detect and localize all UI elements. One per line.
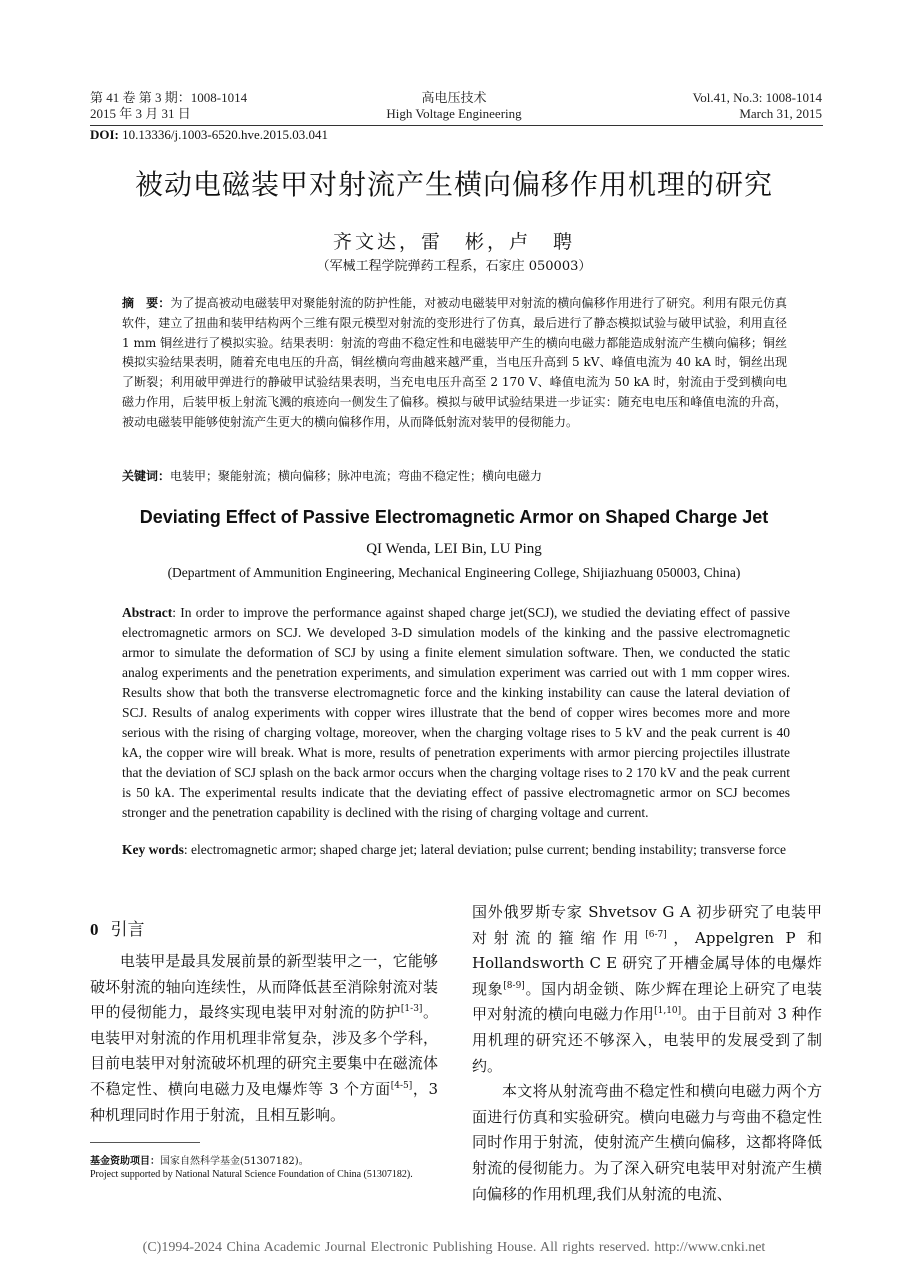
header-rule	[90, 125, 823, 126]
footnote-rule	[90, 1142, 200, 1143]
text-run: 电装甲是最具发展前景的新型装甲之一，它能够破坏射流的轴向连续性，从而降低甚至消除射流对装甲的侵彻能力，最终实现电装甲对射流的防护	[90, 952, 438, 1022]
section-number: 0	[90, 920, 99, 939]
keywords-en-label: Key words	[122, 842, 184, 857]
citation: [1,10]	[654, 1006, 682, 1017]
text-run: 国外俄罗斯专家 Shvetsov G A 初步研究了电装甲对射流的箍缩作用	[472, 903, 822, 947]
journal-name-en: High Voltage Engineering	[386, 106, 522, 121]
paper-title-cn: 被动电磁装甲对射流产生横向偏移作用机理的研究	[134, 168, 773, 201]
cnki-watermark: (C)1994-2024 China Academic Journal Electronic Publishing House. All rights reserved. http://www.cnki.net	[142, 1240, 766, 1255]
body-left-column	[90, 949, 438, 1128]
citation: [6-7]	[645, 929, 667, 940]
text-run: ，3 种机理同时作用于射流，且相互影响。	[90, 1079, 438, 1124]
paragraph	[90, 949, 438, 1128]
volume-issue: 第 41 卷 第 3 期：1008-1014	[90, 90, 248, 105]
text-run: 。由于目前对 3 种作用机理的研究还不够深入，电装甲的发展受到了制约。	[472, 1005, 822, 1075]
section-title: 引言	[110, 920, 145, 940]
header-right	[693, 90, 822, 122]
publish-date-cn: 2015 年 3 月 31 日	[90, 106, 191, 121]
doi-line	[90, 127, 328, 143]
footnote-cn	[90, 1156, 438, 1169]
volume-issue-en: Vol.41, No.3: 1008-1014	[692, 90, 822, 105]
text-run: ，Appelgren P 和 Hollandsworth C E 研究了开槽金属导体的电爆炸现象	[472, 928, 822, 998]
journal-name-cn: 高电压技术	[421, 90, 487, 105]
abstract-cn-label: 摘 要：	[122, 296, 171, 310]
doi-value: 10.13336/j.1003-6520.hve.2015.03.041	[118, 127, 328, 142]
keywords-en-text: electromagnetic armor; shaped charge jet; lateral deviation; pulse current; bending instability; transverse force	[191, 842, 787, 857]
footnote-en: Project supported by National Natural Science Foundation of China (51307182).	[90, 1168, 413, 1180]
section-heading	[90, 915, 145, 940]
citation: [8-9]	[503, 980, 525, 991]
paper-title-en: Deviating Effect of Passive Electromagnetic Armor on Shaped Charge Jet	[139, 507, 769, 527]
paragraph	[472, 900, 822, 1079]
keywords-cn-text: 电装甲；聚能射流；横向偏移；脉冲电流；弯曲不稳定性；横向电磁力	[170, 469, 543, 483]
footnote-cn-text: 国家自然科学基金(51307182)。	[160, 1156, 309, 1167]
footnote	[90, 1156, 438, 1181]
publish-date-en: March 31, 2015	[739, 106, 822, 121]
authors-en: QI Wenda, LEI Bin, LU Ping	[366, 541, 542, 557]
abstract-en-sep: :	[172, 605, 181, 620]
text-run: 。电装甲对射流的作用机理非常复杂，涉及多个学科，目前电装甲对射流破坏机理的研究主要集中在磁流体不稳定性、横向电磁力及电爆炸等 3 个方面	[90, 1003, 438, 1098]
affiliation-en: (Department of Ammunition Engineering, Mechanical Engineering College, Shijiazhuang 050003, China)	[167, 565, 741, 580]
abstract-en	[122, 603, 790, 823]
paragraph: 本文将从射流弯曲不稳定性和横向电磁力两个方面进行仿真和实验研究。横向电磁力与弯曲不稳定性同时作用于射流，使射流产生横向偏移，这都将降低射流的侵彻能力。为了深入研究电装甲对射流产生横向偏移的作用机理,我们从射流的电流、	[472, 1082, 822, 1203]
text-run: 。国内胡金锁、陈少辉在理论上研究了电装甲对射流的横向电磁力作用	[472, 979, 822, 1024]
affiliation-cn: （军械工程学院弹药工程系，石家庄 050003）	[316, 259, 592, 274]
keywords-en-sep: :	[183, 842, 192, 857]
keywords-cn-label: 关键词：	[122, 469, 171, 483]
abstract-en-label: Abstract	[122, 605, 173, 620]
citation: [1-3]	[400, 1004, 423, 1015]
footnote-label: 基金资助项目：	[90, 1156, 160, 1167]
body-right-column	[472, 900, 822, 1207]
keywords-cn	[122, 466, 787, 486]
abstract-cn	[122, 294, 787, 433]
keywords-en	[122, 840, 790, 860]
doi-label: DOI:	[90, 127, 119, 142]
authors-cn: 齐文达，雷 彬，卢 聘	[332, 231, 575, 253]
abstract-en-text: In order to improve the performance against shaped charge jet(SCJ), we studied the deviating effect of passive electromagnetic armors on SCJ. We developed 3-D simulation models of the kinking and the passive electromagnetic armor to simulate the deformation of SCJ by using a finite element simulation software. Then, we conducted the static analog experiments and the penetration experiments, and simulation experiment was carried out with 1 mm copper wires. Results show that both the transverse electromagnetic force and the kinking instability can cause the lateral deviation of SCJ. Results of analog experiments with copper wires illustrate that the bend of copper wires becomes more and more serious with the rising of charging voltage, moreover, when the charging voltage rises to 5 kV and the peak current is 40 kA, the copper wire will break. What is more, results of penetration experiments with armor piercing projectiles illustrate that the deviation of SCJ splash on the back armor occurs when the charging voltage rises to 2 170 kV and the peak current is 50 kA. The experimental results indicate that the deviating effect of passive electromagnetic armor on SCJ becomes stronger and the penetration capability is declined with the rising of charging voltage and current.	[122, 605, 790, 820]
abstract-cn-text: 为了提高被动电磁装甲对聚能射流的防护性能，对被动电磁装甲对射流的横向偏移作用进行了研究。利用有限元仿真软件，建立了扭曲和装甲结构两个三维有限元模型对射流的变形进行了仿真，最后进行了静态模拟试验与破甲试验，利用直径 1 mm 铜丝进行了模拟实验。结果表明：射流的弯曲不稳定性和电磁装甲产生的横向电磁力都能造成射流产生横向偏移；铜丝模拟实验结果表明，随着充电电压的升高，铜丝横向弯曲越来越严重，当电压升高到 5 kV、峰值电流为 40 kA 时，铜丝出现了断裂；利用破甲弹进行的静破甲试验结果表明，当充电电压升高至 2 170 V、峰值电流为 50 kA 时，射流由于受到横向电磁力作用，后装甲板上射流飞溅的痕迹向一侧发生了偏移。模拟与破甲试验结果进一步证实：随充电电压和峰值电流的升高，被动电磁装甲能够使射流产生更大的横向偏移作用，从而降低射流对装甲的侵彻能力。	[122, 296, 787, 429]
citation: [4-5]	[390, 1080, 413, 1091]
